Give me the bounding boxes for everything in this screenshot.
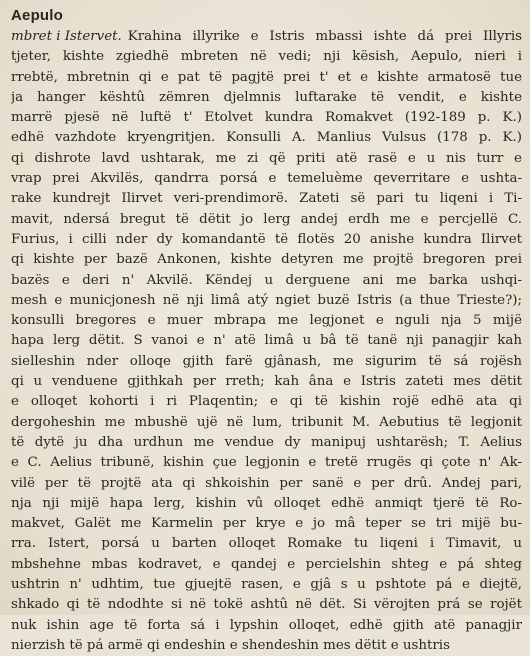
text-line: qi dishrote lavd ushtarak, me zi që priti atë rasë e u nis turr e	[11, 150, 522, 166]
text-line: edhë vazhdote kryengritjen. Konsulli A. Manlius Vulsus (178 p. K.)	[11, 130, 522, 146]
text-line: ushtrin n' udhtim, tue gjuejtë rasen, e gjâ s u pshtote pá e diejtë,	[11, 577, 522, 593]
text-line: konsulli bregores e muer mbrapa me legjonet e nguli nja 5 mijë	[11, 313, 522, 329]
text-line: mesh e municjonesh në nji limâ atý ngiet buzë Istris (a thue Trieste?);	[11, 292, 522, 308]
text-line: e C. Aelius tribunë, kishin çue legjonin e tretë rrugës qi çote n' Ak-	[11, 455, 522, 471]
text-line: nierzish të pá armë qi endeshin e shendeshin mes dëtit e ushtris	[11, 637, 450, 653]
text-line: nja nji mijë hapa lerg, kishin vû olloqet edhë anmiqt tjerë të Ro-	[11, 495, 522, 511]
text-line: qi u venduene gjithkah per rreth; kah âna e Istris zateti mes dëtit	[11, 374, 522, 390]
text-line: nuk ishin age të forta sá i lypshin olloqet, edhë gjith atë panagjir	[11, 617, 522, 633]
text-line: dergoheshin me mbushë ujë në lum, tribunit M. Aebutius të legjonit	[11, 414, 522, 430]
text-line: hapa lerg dëtit. S vanoi e n' atë limâ u bâ të tanë nji panagjir kah	[11, 333, 522, 349]
text-line: tjeter, kishte zgiedhë mbreten në vedi; nji kësish, Aepulo, nieri i	[11, 49, 522, 65]
text-line: ja hanger kështû zëmren djelmnis luftarake të vendit, e kishte	[11, 89, 522, 105]
text-line: makvet, Galët me Karmelin per krye e jo mâ teper se tri mijë bu-	[11, 516, 522, 532]
text-line: shkado qi të ndodhte si në tokë ashtû në dët. Si vërojten prá se rojët	[11, 597, 522, 613]
text-line: bazës e deri n' Akvilë. Këndej u derguene ani me barka ushqi-	[11, 272, 522, 288]
text-line: rake kundrejt Ilirvet veri-prendimorë. Zateti së pari tu liqeni i Ti-	[11, 191, 522, 207]
text-line-rest: Krahina illyrike e Istris mbassi ishte dá prei Illyris	[127, 29, 522, 44]
article-title: Aepulo	[11, 7, 64, 24]
text-line: mbshehne mbas kodravet, e qandej e percielshin shteg e pá shteg	[11, 556, 522, 572]
text-line: të dytë ju dha urdhun me vendue dy manipuj ushtarësh; T. Aelius	[11, 434, 522, 450]
text-line: Furius, i cilli nder dy komandantë të flotës 20 anishe kundra Ilirvet	[11, 231, 522, 247]
text-line: qi kishte per bazë Ankonen, kishte detyren me projtë bregoren prei	[11, 252, 522, 268]
text-line: marrë pjesë në luftë t' Etolvet kundra Romakvet (192-189 p. K.)	[11, 110, 522, 126]
text-line: e olloqet kohorti i ri Plaqentin; e qi të kishin rojë edhë ata qi	[11, 394, 522, 410]
text-line	[11, 27, 522, 47]
text-line: sielleshin nder olloqe gjith farë gjânash, me sigurim të sá rojësh	[11, 353, 522, 369]
text-line: vrap prei Akvilës, qandrra porsá e temeluème qeverritare e ushta-	[11, 171, 522, 187]
text-line: vilë per të projtë ata qi shkoishin per sanë e per drû. Andej pari,	[11, 475, 522, 491]
text-line: mavit, ndersá bregut të dëtit jo lerg andej erdh me e percjellë C.	[11, 211, 522, 227]
article-body	[11, 27, 522, 656]
text-line: rrebtë, mbretnin qi e pat të pagjtë prei t' et e kishte armatosë tue	[11, 69, 522, 85]
article-lead: mbret i Istervet.	[11, 29, 122, 44]
text-line: rra. Istert, porsá u barten olloqet Romake tu liqeni i Timavit, u	[11, 536, 522, 552]
